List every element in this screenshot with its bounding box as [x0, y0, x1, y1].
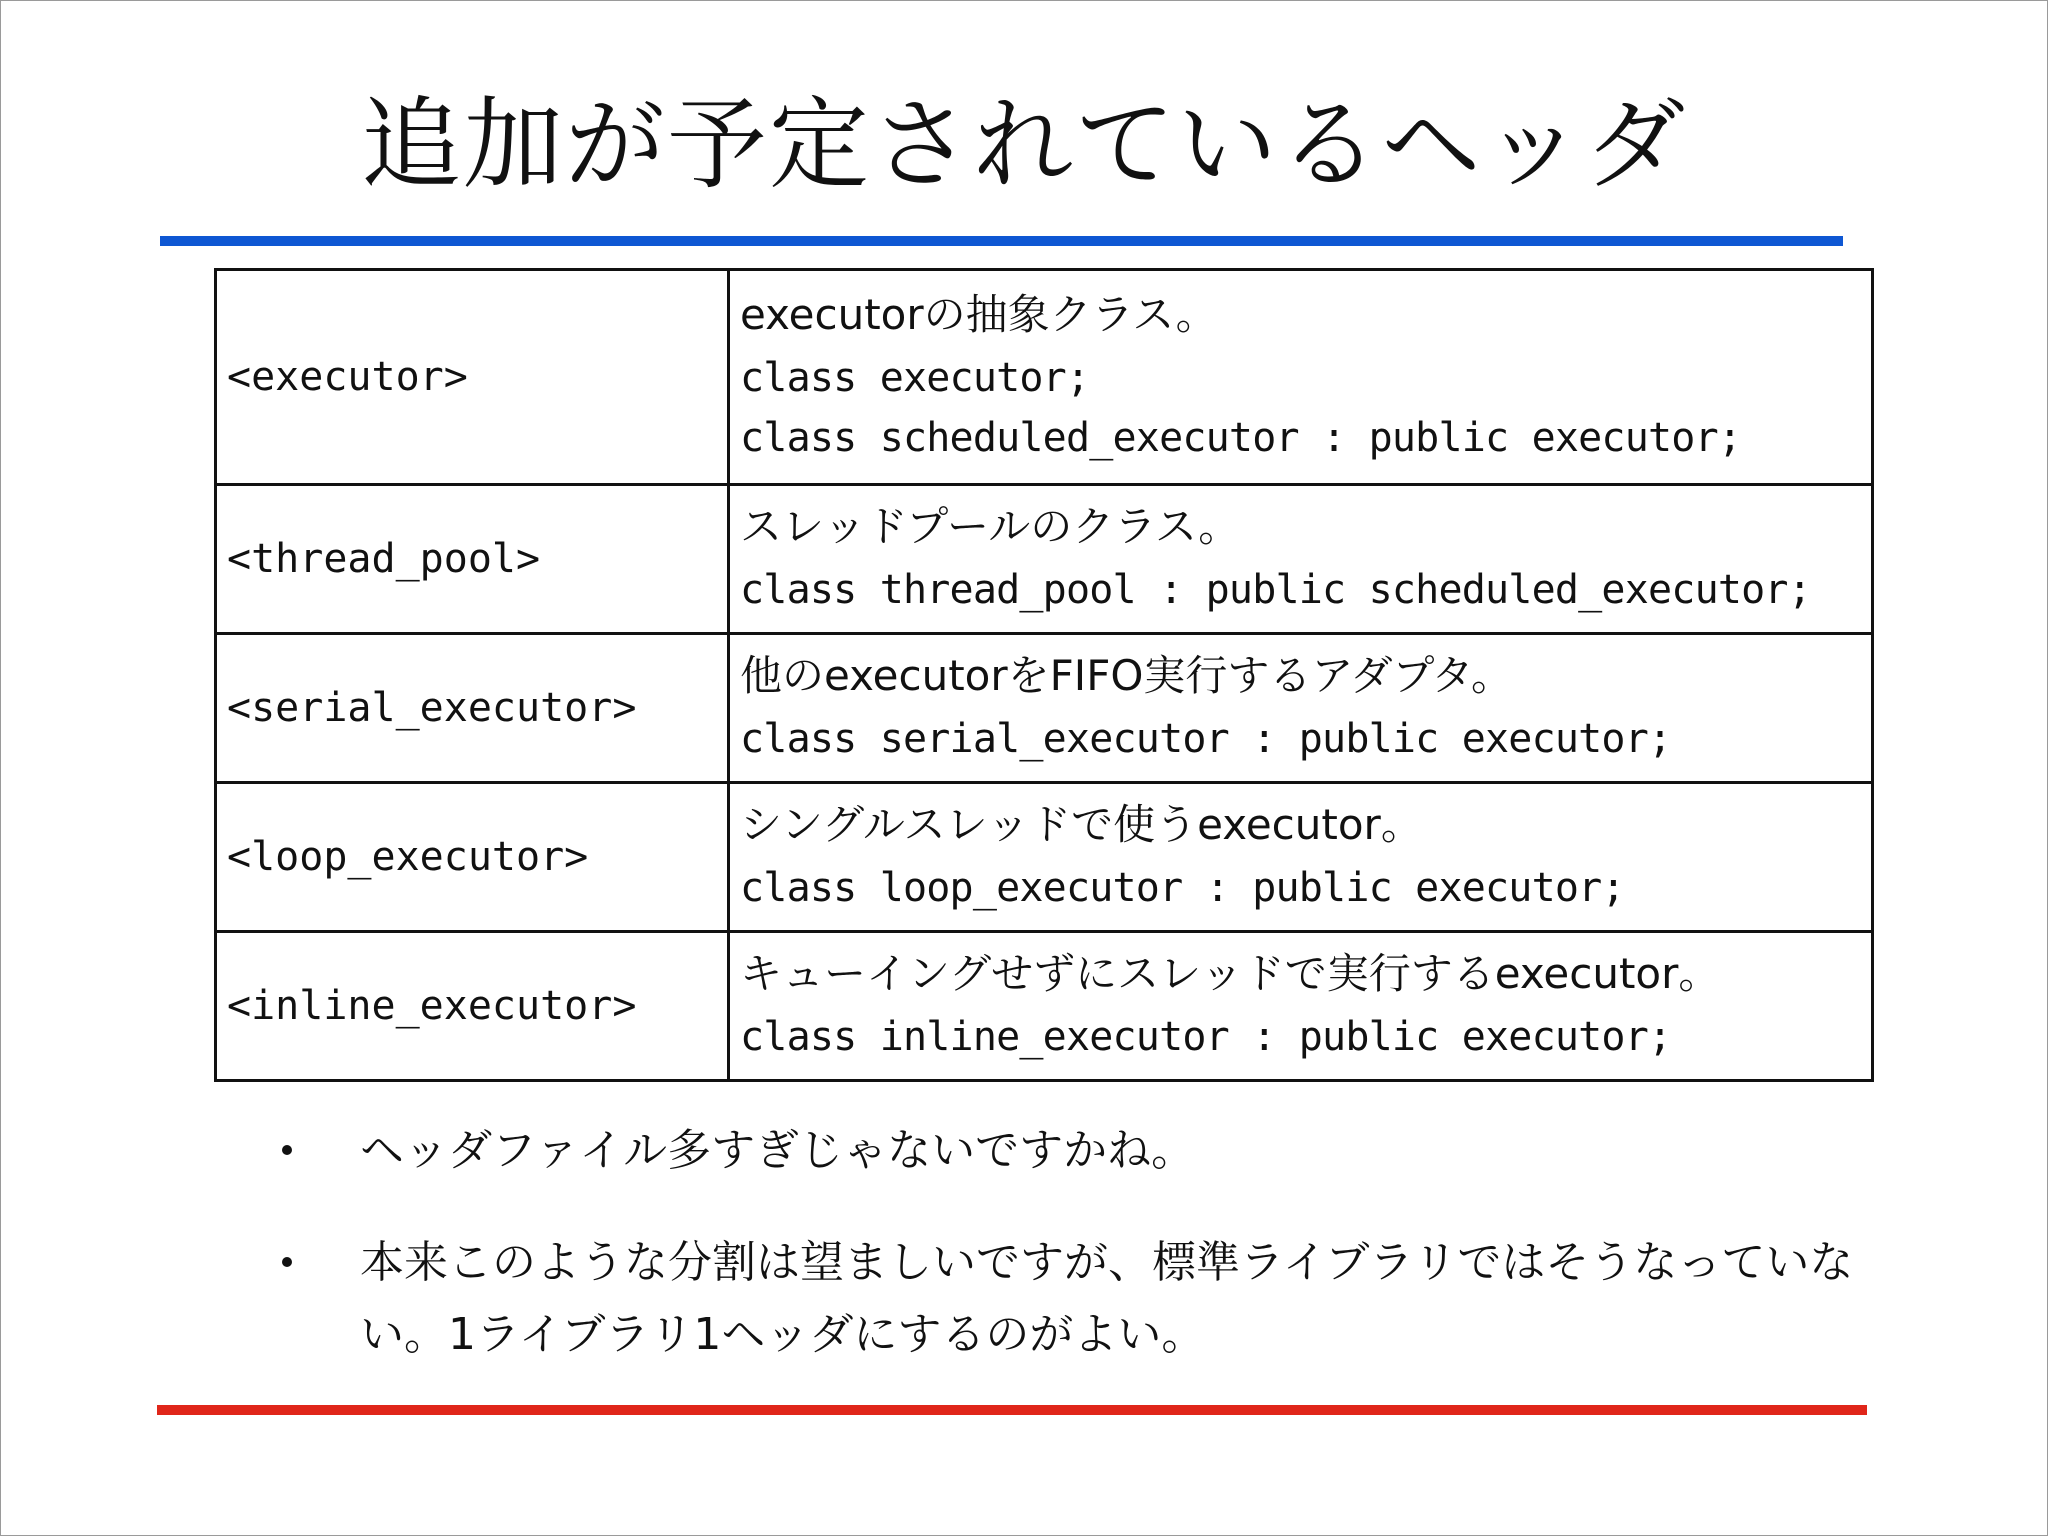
bullet-icon: [282, 1145, 292, 1155]
header-description: キューイングせずにスレッドで実行するexecutor。: [740, 949, 1721, 998]
footer-rule: [157, 1405, 1867, 1415]
headers-table: [214, 268, 1874, 1082]
header-name: <executor>: [216, 270, 729, 485]
slide-title: 追加が予定されているヘッダ: [361, 86, 1687, 203]
code-line: class serial_executor : public executor;: [740, 716, 1672, 762]
table-row: [216, 270, 1873, 485]
header-name: <thread_pool>: [216, 485, 729, 634]
header-description-cell: [729, 932, 1873, 1081]
header-name: <inline_executor>: [216, 932, 729, 1081]
title-underline: [160, 236, 1843, 246]
code-line: class executor;: [740, 355, 1090, 401]
table-row: [216, 932, 1873, 1081]
code-line: class scheduled_executor : public executor;: [740, 415, 1742, 461]
header-description-cell: [729, 485, 1873, 634]
bullet-text: ヘッダファイル多すぎじゃないですかね。: [360, 1125, 1196, 1176]
header-description: 他のexecutorをFIFO実行するアダプタ。: [740, 651, 1514, 700]
bullet-list: [270, 1115, 1870, 1411]
header-description-cell: [729, 634, 1873, 783]
list-item: [270, 1227, 1870, 1371]
code-line: class loop_executor : public executor;: [740, 865, 1625, 911]
header-description: executorの抽象クラス。: [740, 290, 1218, 339]
bullet-text: 本来このような分割は望ましいですが、標準ライブラリではそうなっていない。1ライブラリ1ヘッダにするのがよい。: [360, 1237, 1854, 1360]
header-description: スレッドプールのクラス。: [740, 502, 1241, 551]
table-row: [216, 634, 1873, 783]
header-name: <serial_executor>: [216, 634, 729, 783]
header-description-cell: [729, 783, 1873, 932]
header-name: <loop_executor>: [216, 783, 729, 932]
code-line: class thread_pool : public scheduled_executor;: [740, 567, 1811, 613]
header-description: シングルスレッドで使うexecutor。: [740, 800, 1423, 849]
code-line: class inline_executor : public executor;: [740, 1014, 1672, 1060]
table-row: [216, 783, 1873, 932]
bullet-icon: [282, 1257, 292, 1267]
header-description-cell: [729, 270, 1873, 485]
list-item: [270, 1115, 1870, 1187]
table-row: [216, 485, 1873, 634]
